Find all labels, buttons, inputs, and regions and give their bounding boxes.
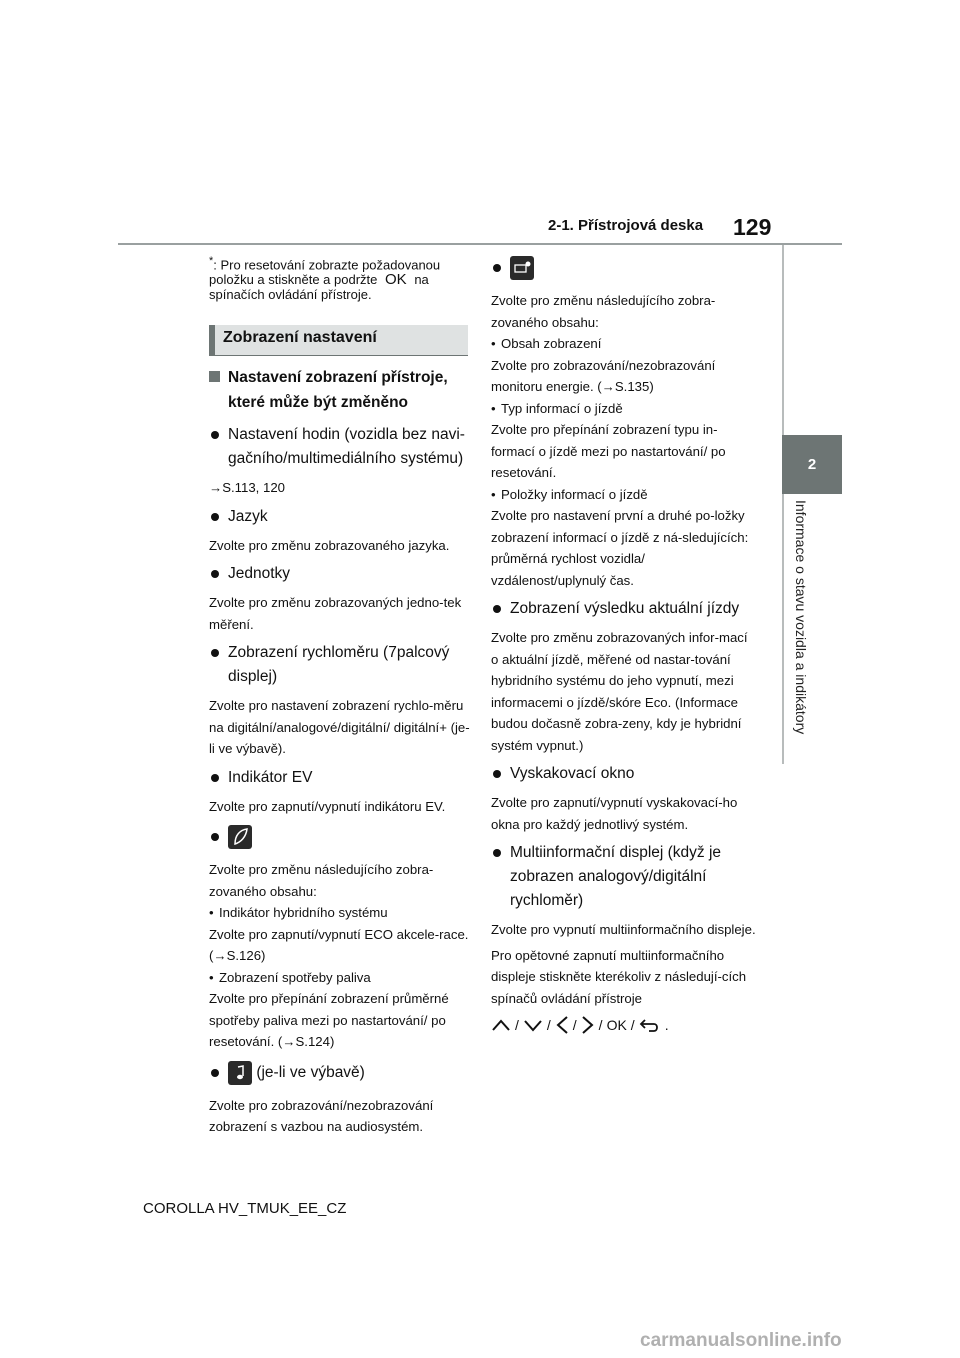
item-text: Zvolte pro změnu zobrazovaného jazyka. — [209, 537, 450, 553]
separator: / — [630, 1017, 635, 1033]
side-divider — [782, 245, 784, 435]
item-text: Zvolte pro přepínání zobrazení průměrné spotřeby paliva mezi po nastartování/ po resetování. (→S.124) — [209, 991, 449, 1049]
subheading: Nastavení zobrazení přístroje, které může být změněno — [209, 365, 471, 415]
separator: / — [598, 1017, 603, 1033]
chevron-up-icon — [491, 1018, 511, 1032]
item-title: Vyskakovací okno — [491, 762, 756, 786]
chevron-left-icon — [555, 1015, 569, 1035]
sub-item: • Položky informací o jízdě — [491, 484, 756, 506]
button-list — [491, 1015, 756, 1035]
section-title: 2-1. Přístrojová deska — [548, 217, 704, 234]
item-title: Zobrazení rychloměru (7palcový displej) — [209, 641, 471, 689]
item-text: Zvolte pro zobrazování/nezobrazování zobrazení s vazbou na audiosystém. — [209, 1097, 434, 1134]
sub-item: • Zobrazení spotřeby paliva — [209, 967, 471, 989]
chapter-title: Informace o stavu vozidla a indikátory — [793, 500, 809, 735]
footnote — [209, 254, 471, 302]
item-text: Zvolte pro vypnutí multiinformačního displeje. — [491, 922, 756, 937]
item-title: Indikátor EV — [209, 766, 471, 790]
section-heading-text: Zobrazení nastavení — [223, 329, 377, 346]
item-text: Zvolte pro změnu následujícího zobra-zovaného obsahu: — [491, 293, 716, 330]
drive-info-icon — [510, 256, 534, 280]
item-title: Jednotky — [209, 562, 471, 586]
ok-button-icon: OK — [606, 1017, 627, 1033]
footer-model-code: COROLLA HV_TMUK_EE_CZ — [143, 1200, 347, 1217]
ok-button-icon: OK — [385, 271, 407, 289]
item-text: Zvolte pro zapnutí/vypnutí ECO akcele-race. (→S.126) — [209, 926, 469, 963]
watermark: carmanualsonline.info — [640, 1330, 842, 1351]
header-rule — [118, 243, 842, 245]
separator: / — [572, 1017, 577, 1033]
item-text: Zvolte pro zapnutí/vypnutí indikátoru EV. — [209, 798, 446, 814]
item-text: Zvolte pro změnu zobrazovaných infor-mací o aktuální jízdě, měřené od nastar-tování hybridního systému do jeho vypnutí, mezi informacemi o jízdě/skóre Eco. (Informace budou dočasně zobra-zeny, kdy je hybridní systém vypnut.) — [491, 630, 748, 753]
footnote-text-after: na spínačích ovládání přístroje. — [209, 272, 429, 303]
item-text: Zvolte pro přepínání zobrazení typu in-formací o jízdě mezi po nastartování/ po resetování. — [491, 422, 726, 480]
eco-item-title — [209, 825, 471, 853]
separator: / — [546, 1017, 551, 1033]
item-text: Zvolte pro zobrazování/nezobrazování monitoru energie. (→S.135) — [491, 357, 716, 394]
item-title: Multiinformační displej (když je zobrazen analogový/digitální rychloměr) — [491, 841, 756, 913]
item-title: Nastavení hodin (vozidla bez navi-gačního/multimediálního systému) — [209, 423, 471, 471]
item-text: Zvolte pro nastavení zobrazení rychlo-měru na digitální/analogové/digitální/ digitální+ (je-li ve výbavě). — [209, 698, 470, 756]
chevron-down-icon — [523, 1018, 543, 1032]
chapter-tab — [782, 435, 842, 494]
item-text: Zvolte pro změnu zobrazovaných jedno-tek měření. — [209, 595, 462, 632]
footnote-mark: * — [209, 255, 214, 267]
audio-item-label: (je-li ve výbavě) — [256, 1063, 365, 1081]
reenable-text: Pro opětovné zapnutí multiinformačního displeje stiskněte kterékoliv z následují-cích spínačů ovládání přístroje — [491, 947, 747, 1006]
item-title: Jazyk — [209, 505, 471, 529]
back-arrow-icon — [639, 1017, 661, 1033]
item-title: Zobrazení výsledku aktuální jízdy — [491, 597, 756, 621]
music-note-icon — [228, 1061, 252, 1085]
chapter-number: 2 — [807, 456, 817, 473]
sub-item: • Obsah zobrazení — [491, 333, 756, 355]
end-period: . — [664, 1017, 669, 1033]
info-item-title — [491, 256, 756, 284]
sub-item: • Indikátor hybridního systému — [209, 902, 471, 924]
left-column — [209, 365, 471, 1138]
right-column — [491, 256, 756, 1035]
sub-item: • Typ informací o jízdě — [491, 398, 756, 420]
audio-item-title — [209, 1061, 471, 1089]
chevron-right-icon — [581, 1015, 595, 1035]
item-text: →S.113, 120 — [209, 480, 286, 495]
item-text: Zvolte pro nastavení první a druhé po-ložky zobrazení informací o jízdě z ná-sledujících: průměrná rychlost vozidla/ vzdálenost/uplynulý čas. — [491, 508, 749, 588]
section-heading — [209, 325, 468, 356]
page-number: 129 — [733, 214, 772, 240]
eco-leaf-icon — [228, 825, 252, 849]
separator: / — [515, 1017, 519, 1033]
item-text: Zvolte pro změnu následujícího zobra-zovaného obsahu: — [209, 862, 434, 899]
footnote-text-before: : Pro resetování zobrazte požadovanou položku a stiskněte a podržte — [209, 257, 441, 288]
item-text: Zvolte pro zapnutí/vypnutí vyskakovací-ho okna pro každý jednotlivý systém. — [491, 795, 738, 832]
